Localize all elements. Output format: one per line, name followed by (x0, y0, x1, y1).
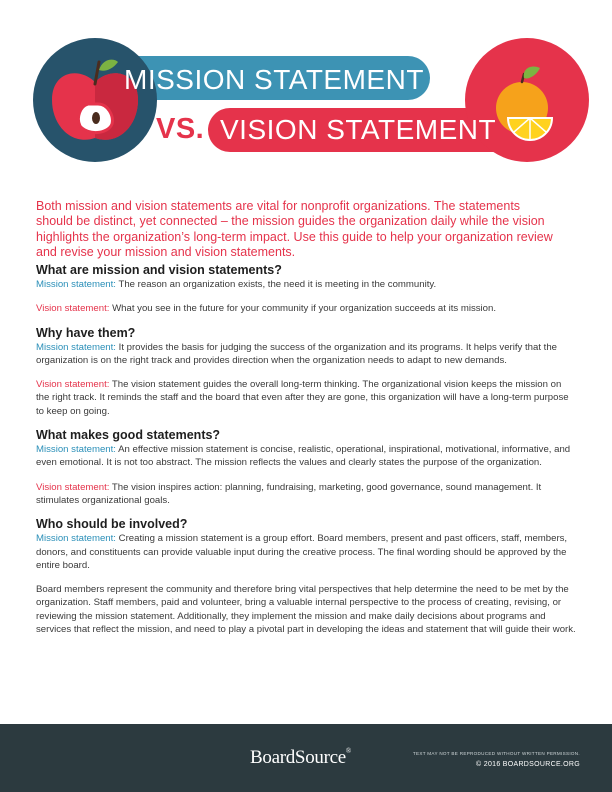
footer (0, 724, 612, 792)
vision-text: The vision statement guides the overall long-term thinking. The organizational vision keeps the mission on the right track. It reminds the staff and the board that even after they are gone, this organization will have a long-term purpose to keep on going. (36, 379, 569, 417)
header-banner (0, 0, 612, 170)
mission-text: An effective mission statement is concise, realistic, operational, inspirational, motivational, informative, and even emotional. It is not too abstract. The mission reflects the values and clearly states the purpose of the organization. (36, 444, 571, 469)
boardsource-logo (250, 747, 351, 769)
section-what-are (36, 263, 576, 316)
mission-label: Mission statement: (36, 279, 116, 290)
mission-paragraph (36, 532, 576, 572)
section-why (36, 326, 576, 418)
mission-text: The reason an organization exists, the need it is meeting in the community. (115, 279, 437, 290)
section-title: Who should be involved? (36, 517, 188, 532)
mission-label: Mission statement: (36, 341, 116, 353)
vision-label: Vision statement: (36, 379, 110, 391)
vision-text: What you see in the future for your community if your organization succeeds at its mission. (109, 303, 497, 315)
mission-label: Mission statement: (36, 533, 116, 545)
mission-paragraph (36, 341, 576, 368)
logo-text: BoardSource (250, 747, 346, 768)
vision-paragraph (36, 481, 576, 508)
section-title: What are mission and vision statements? (36, 263, 282, 277)
copyright-text: © 2016 BOARDSOURCE.ORG (476, 761, 580, 768)
vision-text: The vision inspires action: planning, fundraising, marketing, good governance, sound management. It stimulates organizational goals. (36, 481, 542, 506)
section-good-statements (36, 428, 576, 507)
mission-title: MISSION STATEMENT (124, 64, 424, 95)
intro-paragraph: Both mission and vision statements are vital for nonprofit organizations. The statements should be distinct, yet connected – the mission guides the organization daily while the vision highlights the organization’s long-term impact. Use this guide to help your organization review and revise your mission and vision statements. (36, 198, 553, 259)
mission-paragraph (36, 443, 576, 470)
section-who (36, 517, 576, 636)
board-members-paragraph: Board members represent the community and therefore bring vital perspectives that help determine the need to be met by the organization. Staff members, paid and volunteer, bring a valuable internal perspective to the process of creating, revising, or reviewing the mission statement. Additionally, they implement the mission and make daily decisions about programs and services that reflect the mission, and need to play a pivotal part in developing the ideas and statement that will guide their work. (36, 584, 576, 636)
vision-label: Vision statement: (36, 303, 110, 315)
vision-paragraph (36, 378, 576, 418)
vision-label: Vision statement: (36, 481, 110, 493)
section-title: What makes good statements? (36, 428, 221, 443)
vision-title: VISION STATEMENT (220, 114, 497, 145)
mission-paragraph (36, 278, 576, 291)
section-title: Why have them? (36, 325, 136, 340)
vision-paragraph (36, 302, 576, 315)
mission-text: It provides the basis for judging the success of the organization and its programs. It helps verify that the organization is on the right track and provides direction when the organization needs to adapt to new demands. (36, 341, 558, 366)
registered-mark: ® (345, 747, 351, 755)
content-sections (36, 263, 576, 636)
apple-icon (33, 38, 157, 162)
reproduction-notice: TEXT MAY NOT BE REPRODUCED WITHOUT WRITTEN PERMISSION. (412, 751, 580, 756)
mission-label: Mission statement: (36, 444, 116, 456)
versus-label: VS. (156, 113, 205, 145)
mission-text: Creating a mission statement is a group effort. Board members, present and past officers, staff, members, donors, and constituents can provide valuable input during the creative process. The final wording should be approved by the entire board. (36, 533, 568, 571)
